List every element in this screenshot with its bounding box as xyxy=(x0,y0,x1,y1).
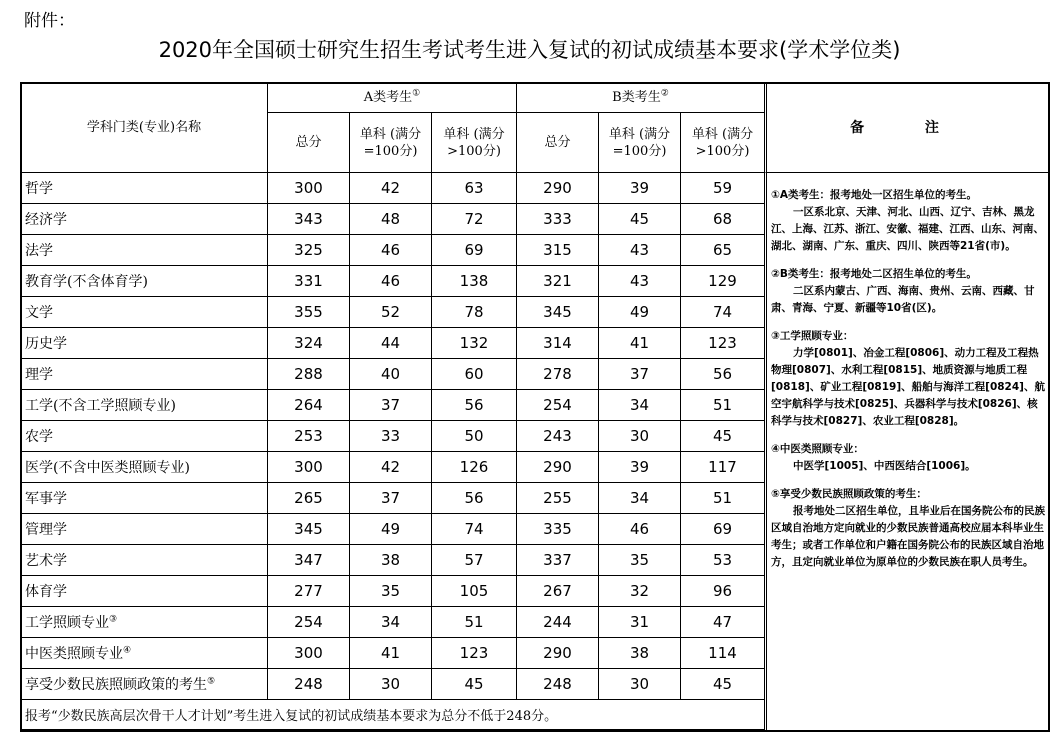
a-single-over-100-cell: 78 xyxy=(432,297,517,328)
table-row xyxy=(21,607,765,638)
subject-column-header: 学科门类(专业)名称 xyxy=(21,83,268,173)
a-single-100-cell: 46 xyxy=(350,235,432,266)
note-heading: ④中医类照顾专业： xyxy=(771,443,864,455)
b-total-cell: 243 xyxy=(517,421,599,452)
b-single-over-100-cell: 74 xyxy=(681,297,765,328)
b-single-over-100-cell: 129 xyxy=(681,266,765,297)
note-tcm xyxy=(771,441,1046,475)
b-single-100-header: 单科 (满分=100分) xyxy=(599,113,681,173)
a-total-cell: 264 xyxy=(268,390,350,421)
subject-name-cell xyxy=(21,390,268,421)
a-total-cell: 254 xyxy=(268,607,350,638)
a-single-100-cell: 37 xyxy=(350,483,432,514)
a-total-cell: 277 xyxy=(268,576,350,607)
b-single-over-100-cell: 51 xyxy=(681,483,765,514)
subject-name-cell xyxy=(21,297,268,328)
b-total-cell: 314 xyxy=(517,328,599,359)
subject-name: 中医类照顾专业 xyxy=(25,646,123,662)
a-single-100-cell: 44 xyxy=(350,328,432,359)
b-single-100-cell: 30 xyxy=(599,669,681,700)
b-total-header: 总分 xyxy=(517,113,599,173)
a-total-cell: 343 xyxy=(268,204,350,235)
a-single-100-cell: 37 xyxy=(350,390,432,421)
b-single-100-cell: 46 xyxy=(599,514,681,545)
note-heading: ①A类考生：报考地处一区招生单位的考生。 xyxy=(771,189,978,201)
a-total-cell: 265 xyxy=(268,483,350,514)
b-single-over-100-cell: 114 xyxy=(681,638,765,669)
a-total-cell: 324 xyxy=(268,328,350,359)
table-row xyxy=(21,173,765,204)
a-total-cell: 331 xyxy=(268,266,350,297)
group-a-label: A类考生 xyxy=(363,90,413,105)
subject-name: 哲学 xyxy=(25,181,53,197)
table-row xyxy=(21,545,765,576)
note-a-class xyxy=(771,187,1046,255)
a-single-over-100-cell: 69 xyxy=(432,235,517,266)
b-total-cell: 248 xyxy=(517,669,599,700)
b-single-over-100-cell: 123 xyxy=(681,328,765,359)
table-row xyxy=(21,204,765,235)
b-total-cell: 290 xyxy=(517,638,599,669)
b-total-cell: 255 xyxy=(517,483,599,514)
page-title xyxy=(0,34,1059,64)
a-single-over-100-cell: 72 xyxy=(432,204,517,235)
subject-name: 历史学 xyxy=(25,336,67,352)
a-single-100-cell: 34 xyxy=(350,607,432,638)
table-row xyxy=(21,514,765,545)
subject-name: 管理学 xyxy=(25,522,67,538)
subject-name-cell xyxy=(21,452,268,483)
b-single-100-cell: 43 xyxy=(599,235,681,266)
b-single-100-cell: 31 xyxy=(599,607,681,638)
b-total-cell: 290 xyxy=(517,173,599,204)
b-total-cell: 315 xyxy=(517,235,599,266)
subject-name: 文学 xyxy=(25,305,53,321)
b-total-cell: 321 xyxy=(517,266,599,297)
subject-name-cell xyxy=(21,173,268,204)
subject-name-cell xyxy=(21,266,268,297)
a-single-100-cell: 52 xyxy=(350,297,432,328)
a-single-over-100-cell: 126 xyxy=(432,452,517,483)
note-body: 中医学[1005]、中西医结合[1006]。 xyxy=(793,460,976,472)
subject-name: 农学 xyxy=(25,429,53,445)
a-single-100-cell: 30 xyxy=(350,669,432,700)
b-single-100-cell: 45 xyxy=(599,204,681,235)
group-b-label: B类考生 xyxy=(612,90,661,105)
note-heading: ②B类考生：报考地处二区招生单位的考生。 xyxy=(771,268,977,280)
a-single-100-header: 单科 (满分=100分) xyxy=(350,113,432,173)
a-single-over-100-cell: 74 xyxy=(432,514,517,545)
b-single-100-cell: 49 xyxy=(599,297,681,328)
note-body: 报考地处二区招生单位，且毕业后在国务院公布的民族区域自治地方定向就业的少数民族普通高校应届本科毕业生考生；或者工作单位和户籍在国务院公布的民族区域自治地方，且定向就业单位为原单位的少数民族在职人员考生。 xyxy=(771,505,1045,568)
notes-header: 备 注 xyxy=(764,82,1050,172)
a-total-cell: 253 xyxy=(268,421,350,452)
a-single-over-100-cell: 50 xyxy=(432,421,517,452)
b-total-cell: 244 xyxy=(517,607,599,638)
b-total-cell: 337 xyxy=(517,545,599,576)
table-row xyxy=(21,235,765,266)
a-single-100-cell: 48 xyxy=(350,204,432,235)
b-total-cell: 290 xyxy=(517,452,599,483)
b-single-over-100-cell: 117 xyxy=(681,452,765,483)
subject-name: 法学 xyxy=(25,243,53,259)
a-single-over-100-cell: 60 xyxy=(432,359,517,390)
note-minority xyxy=(771,486,1046,571)
subject-name: 工学照顾专业 xyxy=(25,615,109,631)
a-total-cell: 300 xyxy=(268,452,350,483)
b-single-over-100-cell: 45 xyxy=(681,421,765,452)
b-single-100-cell: 39 xyxy=(599,173,681,204)
a-single-100-cell: 41 xyxy=(350,638,432,669)
table-row xyxy=(21,328,765,359)
a-single-over-100-cell: 56 xyxy=(432,483,517,514)
subject-name: 经济学 xyxy=(25,212,67,228)
note-engineering xyxy=(771,328,1046,430)
b-single-over-100-cell: 59 xyxy=(681,173,765,204)
note-body: 一区系北京、天津、河北、山西、辽宁、吉林、黑龙江、上海、江苏、浙江、安徽、福建、江西、山东、河南、湖北、湖南、广东、重庆、四川、陕西等21省(市)。 xyxy=(771,206,1044,252)
note-heading: ⑤享受少数民族照顾政策的考生： xyxy=(771,488,927,500)
b-single-over-100-cell: 45 xyxy=(681,669,765,700)
a-single-over-100-cell: 63 xyxy=(432,173,517,204)
b-single-over-100-cell: 51 xyxy=(681,390,765,421)
a-total-cell: 325 xyxy=(268,235,350,266)
subject-name-cell xyxy=(21,421,268,452)
a-single-100-cell: 35 xyxy=(350,576,432,607)
a-single-100-cell: 38 xyxy=(350,545,432,576)
b-total-cell: 254 xyxy=(517,390,599,421)
subject-name: 享受少数民族照顾政策的考生 xyxy=(25,677,207,693)
b-total-cell: 267 xyxy=(517,576,599,607)
notes-panel xyxy=(764,172,1050,730)
table-row xyxy=(21,483,765,514)
a-single-100-cell: 42 xyxy=(350,452,432,483)
b-single-100-cell: 41 xyxy=(599,328,681,359)
a-total-cell: 300 xyxy=(268,173,350,204)
subject-name: 理学 xyxy=(25,367,53,383)
note-body: 二区系内蒙古、广西、海南、贵州、云南、西藏、甘肃、青海、宁夏、新疆等10省(区)。 xyxy=(771,285,1035,314)
subject-name-cell xyxy=(21,607,268,638)
table-row xyxy=(21,359,765,390)
table-row xyxy=(21,421,765,452)
table-row xyxy=(21,452,765,483)
subject-name-cell xyxy=(21,204,268,235)
a-single-over-100-cell: 45 xyxy=(432,669,517,700)
note-heading: ③工学照顾专业： xyxy=(771,330,854,342)
group-a-mark: ① xyxy=(412,88,421,99)
a-total-header: 总分 xyxy=(268,113,350,173)
subject-name: 艺术学 xyxy=(25,553,67,569)
table-row xyxy=(21,297,765,328)
group-a-header xyxy=(268,83,517,113)
subject-name-cell xyxy=(21,328,268,359)
subject-name: 体育学 xyxy=(25,584,67,600)
b-single-100-cell: 34 xyxy=(599,390,681,421)
a-single-over-100-cell: 138 xyxy=(432,266,517,297)
b-single-100-cell: 39 xyxy=(599,452,681,483)
b-single-100-cell: 35 xyxy=(599,545,681,576)
b-single-over-100-cell: 65 xyxy=(681,235,765,266)
table-row xyxy=(21,390,765,421)
b-total-cell: 333 xyxy=(517,204,599,235)
subject-name-cell xyxy=(21,576,268,607)
attachment-label: 附件： xyxy=(24,11,75,31)
b-single-100-cell: 32 xyxy=(599,576,681,607)
subject-name-cell xyxy=(21,545,268,576)
b-single-over-100-cell: 96 xyxy=(681,576,765,607)
a-total-cell: 288 xyxy=(268,359,350,390)
note-b-class xyxy=(771,266,1046,317)
a-total-cell: 345 xyxy=(268,514,350,545)
subject-name-cell xyxy=(21,638,268,669)
table-row xyxy=(21,669,765,700)
a-single-over-100-cell: 51 xyxy=(432,607,517,638)
b-single-over-100-cell: 69 xyxy=(681,514,765,545)
a-single-100-cell: 33 xyxy=(350,421,432,452)
note-body: 力学[0801]、冶金工程[0806]、动力工程及工程热物理[0807]、水利工程[0815]、地质资源与地质工程[0818]、矿业工程[0819]、船舶与海洋工程[0824]、航空宇航科学与技术[0825]、兵器科学与技术[0826]、核科学与技术[0827]、农业工程[0828]。 xyxy=(771,347,1045,427)
group-b-mark: ② xyxy=(660,88,669,99)
b-total-cell: 278 xyxy=(517,359,599,390)
table-row xyxy=(21,576,765,607)
a-total-cell: 248 xyxy=(268,669,350,700)
b-single-100-cell: 38 xyxy=(599,638,681,669)
a-total-cell: 300 xyxy=(268,638,350,669)
subject-name-cell xyxy=(21,235,268,266)
a-single-over-100-cell: 132 xyxy=(432,328,517,359)
subject-footnote-mark: ③ xyxy=(109,614,118,625)
subject-name-cell xyxy=(21,483,268,514)
subject-name-cell xyxy=(21,669,268,700)
b-total-cell: 335 xyxy=(517,514,599,545)
subject-name: 军事学 xyxy=(25,491,67,507)
a-single-100-cell: 46 xyxy=(350,266,432,297)
subject-name: 教育学(不含体育学) xyxy=(25,274,148,290)
group-b-header xyxy=(517,83,765,113)
b-single-over-100-cell: 56 xyxy=(681,359,765,390)
b-single-100-cell: 34 xyxy=(599,483,681,514)
a-single-over-100-cell: 123 xyxy=(432,638,517,669)
b-single-over-100-cell: 47 xyxy=(681,607,765,638)
b-single-100-cell: 43 xyxy=(599,266,681,297)
b-single-100-cell: 37 xyxy=(599,359,681,390)
a-total-cell: 355 xyxy=(268,297,350,328)
b-single-over-100-cell: 68 xyxy=(681,204,765,235)
table-row xyxy=(21,266,765,297)
b-total-cell: 345 xyxy=(517,297,599,328)
page-title-text: 2020年全国硕士研究生招生考试考生进入复试的初试成绩基本要求(学术学位类) xyxy=(158,38,901,62)
b-single-over-100-header: 单科 (满分>100分) xyxy=(681,113,765,173)
subject-name: 医学(不含中医类照顾专业) xyxy=(25,460,190,476)
score-table xyxy=(20,82,765,730)
a-single-over-100-cell: 57 xyxy=(432,545,517,576)
a-single-over-100-header: 单科 (满分>100分) xyxy=(432,113,517,173)
a-single-100-cell: 40 xyxy=(350,359,432,390)
subject-footnote-mark: ⑤ xyxy=(207,676,216,687)
b-single-100-cell: 30 xyxy=(599,421,681,452)
a-single-over-100-cell: 105 xyxy=(432,576,517,607)
a-single-over-100-cell: 56 xyxy=(432,390,517,421)
subject-name-cell xyxy=(21,359,268,390)
subject-footnote-mark: ④ xyxy=(123,645,132,656)
a-total-cell: 347 xyxy=(268,545,350,576)
a-single-100-cell: 42 xyxy=(350,173,432,204)
b-single-over-100-cell: 53 xyxy=(681,545,765,576)
table-row xyxy=(21,638,765,669)
subject-name: 工学(不含工学照顾专业) xyxy=(25,398,176,414)
footnote: 报考“少数民族高层次骨干人才计划”考生进入复试的初试成绩基本要求为总分不低于248分。 xyxy=(21,700,765,730)
a-single-100-cell: 49 xyxy=(350,514,432,545)
subject-name-cell xyxy=(21,514,268,545)
